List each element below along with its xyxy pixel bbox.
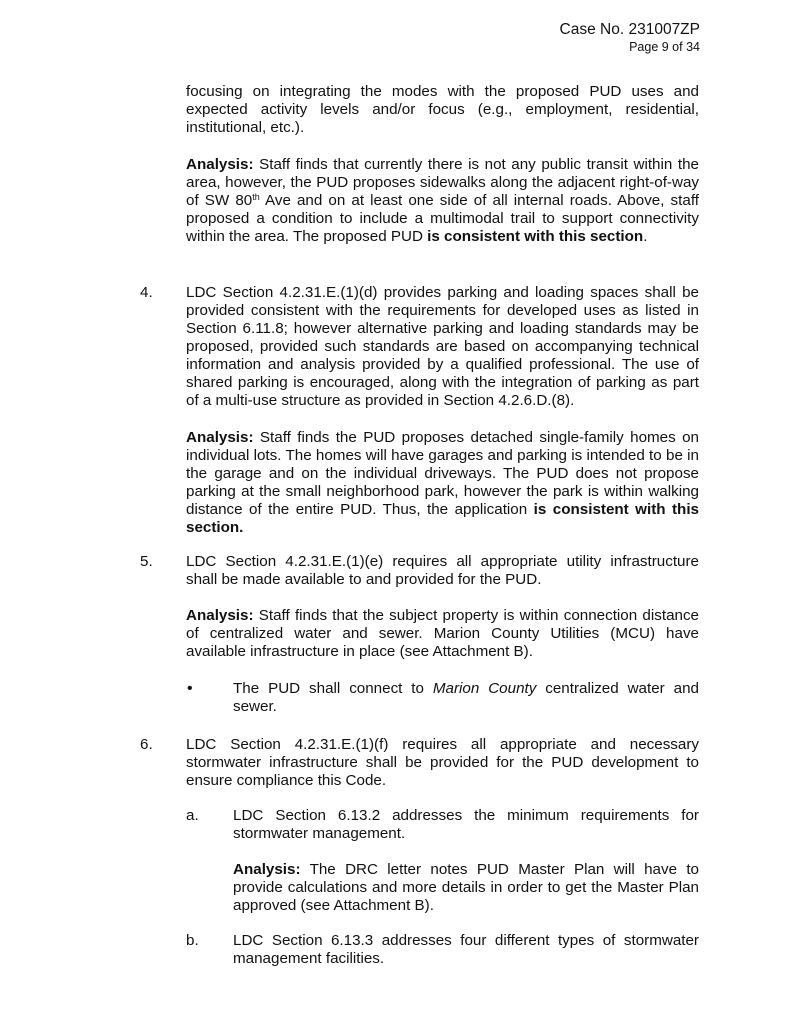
paragraph-text: LDC Section 4.2.31.E.(1)(d) provides parking and loading spaces shall be provided consistent with the requirements for developed uses as listed in Section 6.11.8; however alternative parking and loading standards may be proposed, provided such standards are based on accompanying technical information and analysis provided by a qualified professional. The use of shared parking is encouraged, along with the integration of parking as part of a multi-use structure as provided in Section 4.2.6.D.(8). [186,284,699,409]
sub-item-a-analysis [233,861,699,915]
analysis-label: Analysis: [186,607,254,624]
bullet-text: The PUD shall connect to [233,680,433,697]
page-number: Page 9 of 34 [629,40,700,54]
consistency-statement: is consistent with this section [427,228,644,245]
period: . [643,228,648,245]
analysis-label: Analysis: [186,429,254,446]
ordinal-suffix: th [252,192,260,202]
item-number-4: 4. [140,284,153,301]
sub-item-a-text [233,807,699,843]
paragraph-text: LDC Section 6.13.3 addresses four different types of stormwater management facilities. [233,932,699,967]
page-header [560,20,700,55]
analysis-text: The DRC letter notes PUD Master Plan will have to provide calculations and more details in order to get the Master Plan approved (see Attachment B). [233,861,699,914]
analysis-text: Staff finds that the subject property is within connection distance of centralized water and sewer. Marion County Utilities (MCU) have available infrastructure in place (see Attachment B). [186,607,699,660]
continued-paragraph [186,83,699,137]
sub-item-letter-b: b. [186,932,199,949]
paragraph-text: focusing on integrating the modes with the proposed PUD uses and expected activity levels and/or focus (e.g., employment, residential, institutional, etc.). [186,83,699,136]
analysis-text: Staff finds that currently there is not any public transit within the area, however, the PUD proposes sidewalks along the adjacent right-of-way of SW 80 [186,156,699,209]
item-6-text [186,736,699,790]
paragraph-text: LDC Section 4.2.31.E.(1)(f) requires all appropriate and necessary stormwater infrastructure shall be provided for the PUD development to ensure compliance this Code. [186,736,699,789]
bullet-icon: • [187,680,193,697]
item-number-5: 5. [140,553,153,570]
analysis-paragraph-transit [186,156,699,246]
item-5-analysis [186,607,699,661]
item-number-6: 6. [140,736,153,753]
analysis-label: Analysis: [233,861,301,878]
county-name: Marion County [432,680,537,697]
item-5-text [186,553,699,589]
paragraph-text: LDC Section 6.13.2 addresses the minimum requirements for stormwater management. [233,807,699,842]
sub-item-b-text [233,932,699,968]
analysis-label: Analysis: [186,156,254,173]
analysis-text: Ave and on at least one side of all internal roads. Above, staff proposed a condition to include a multimodal trail to support connectivity within the area. The proposed PUD [186,192,699,245]
consistency-statement: is consistent with this section. [186,501,699,536]
sub-item-letter-a: a. [186,807,199,824]
item-4-text [186,284,699,410]
bullet-text: centralized water and sewer. [233,680,699,715]
analysis-text: Staff finds the PUD proposes detached single-family homes on individual lots. The homes will have garages and parking is intended to be in the garage and on the individual driveways. The PUD does not propose parking at the small neighborhood park, however the park is within walking distance of the entire PUD. Thus, the application [186,429,699,518]
paragraph-text: LDC Section 4.2.31.E.(1)(e) requires all appropriate utility infrastructure shall be made available to and provided for the PUD. [186,553,699,588]
item-4-analysis [186,429,699,537]
case-number: Case No. 231007ZP [559,21,700,38]
bullet-item [233,680,699,716]
